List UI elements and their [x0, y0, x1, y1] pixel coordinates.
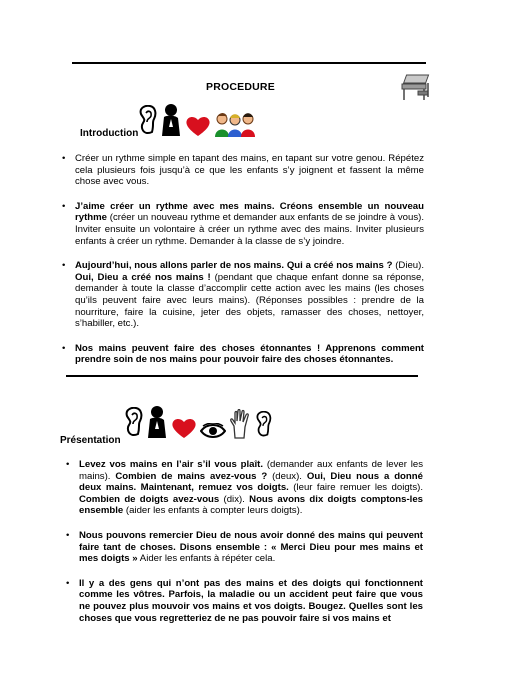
- list-item: [75, 343, 424, 366]
- text-run: (Dieu).: [392, 260, 424, 272]
- list-item: [79, 530, 423, 565]
- heart-icon: [171, 417, 197, 439]
- text-run: (pendant que chaque enfant donne sa réponse, demander à toute la classe d’accomplir cette action avec les mains (les choses qu’ils peuvent faire avec leurs mains). (Réponses possibles : prendre de la nourriture, faire la cuisine, jeter des objets, ramasser des choses, nettoyer, s’habiller, etc.).: [75, 271, 424, 330]
- list-item: [75, 201, 424, 247]
- presentation-bullets: [79, 459, 423, 637]
- text-run: (deux).: [267, 470, 307, 482]
- bold-text-run: Aujourd’hui, nous allons parler de nos mains. Qui a créé nos mains ?: [75, 260, 393, 272]
- bold-text-run: Oui, Dieu a créé nos mains !: [75, 271, 211, 283]
- child-praying-icon: [160, 103, 182, 137]
- list-item: [79, 578, 423, 624]
- text-run: (dix).: [219, 493, 250, 505]
- bold-text-run: Nos mains peuvent faire des choses étonnantes ! Apprenons comment prendre soin de nos mains pour pouvoir faire des choses étonnantes.: [75, 342, 424, 366]
- eye-icon: [200, 423, 226, 439]
- presentation-label: Présentation: [60, 435, 121, 446]
- hand-icon: [229, 409, 251, 439]
- school-desk-icon: [398, 71, 434, 101]
- ear-icon: [254, 411, 272, 439]
- introduction-icons: [137, 103, 256, 137]
- introduction-label: Introduction: [80, 128, 139, 139]
- bold-text-run: Combien de mains avez-vous ?: [115, 470, 268, 482]
- heart-icon: [185, 115, 211, 137]
- child-praying-icon: [146, 405, 168, 439]
- list-item: [75, 153, 424, 188]
- bold-text-run: Nous avons dix doigts comptons-les ensemble: [79, 493, 423, 517]
- list-item: [75, 260, 424, 330]
- bold-text-run: Il y a des gens qui n’ont pas des mains et des doigts qui fonctionnent comme les vôtres. Parfois, la maladie ou un accident peut faire que vous ne pouvez plus mouvoir vos mains et vos doigts. Bougez. Quelles sont les choses que vous regretteriez de ne pas pouvoir faire si vos mains et: [79, 577, 423, 624]
- text-run: Créer un rythme simple en tapant des mains, en tapant sur votre genou. Répétez cela plusieurs fois jusqu’à ce que les enfants s’y joignent et fassent la même chose avec vous.: [75, 153, 424, 188]
- top-rule: [72, 62, 426, 64]
- list-item: [79, 459, 423, 517]
- ear-icon: [137, 105, 157, 137]
- text-run: (leur faire remuer les doigts).: [288, 482, 423, 494]
- introduction-bullets: [75, 153, 424, 379]
- bold-text-run: J’aime créer un rythme avec mes mains. Créons ensemble un nouveau rythme: [75, 200, 424, 224]
- bold-text-run: Oui, Dieu nous a donné deux mains. Maintenant, remuez vos doigts.: [79, 470, 423, 494]
- section-divider: [66, 375, 418, 377]
- text-run: Aider les enfants à répéter cela.: [137, 553, 276, 565]
- children-group-icon: [214, 111, 256, 137]
- ear-icon: [123, 407, 143, 439]
- text-run: (créer un nouveau rythme et demander aux enfants de se joindre à vous). Inviter ensuite un volontaire à créer un rythme avec des mains. Inviter plusieurs enfants à créer un rythme. Demander à la classe de s’y joindre.: [75, 212, 424, 247]
- page-title: PROCEDURE: [206, 81, 275, 93]
- presentation-icons: [123, 405, 272, 439]
- bold-text-run: Nous pouvons remercier Dieu de nous avoir donné des mains qui peuvent faire tant de choses. Disons ensemble : « Merci Dieu pour mes mains et mes doigts »: [79, 529, 423, 565]
- text-run: (demander aux enfants de lever les mains).: [79, 459, 424, 482]
- bold-text-run: Combien de doigts avez-vous: [79, 493, 220, 505]
- text-run: (aider les enfants à compter leurs doigts).: [123, 505, 303, 517]
- bold-text-run: Levez vos mains en l’air s’il vous plaît.: [79, 459, 264, 470]
